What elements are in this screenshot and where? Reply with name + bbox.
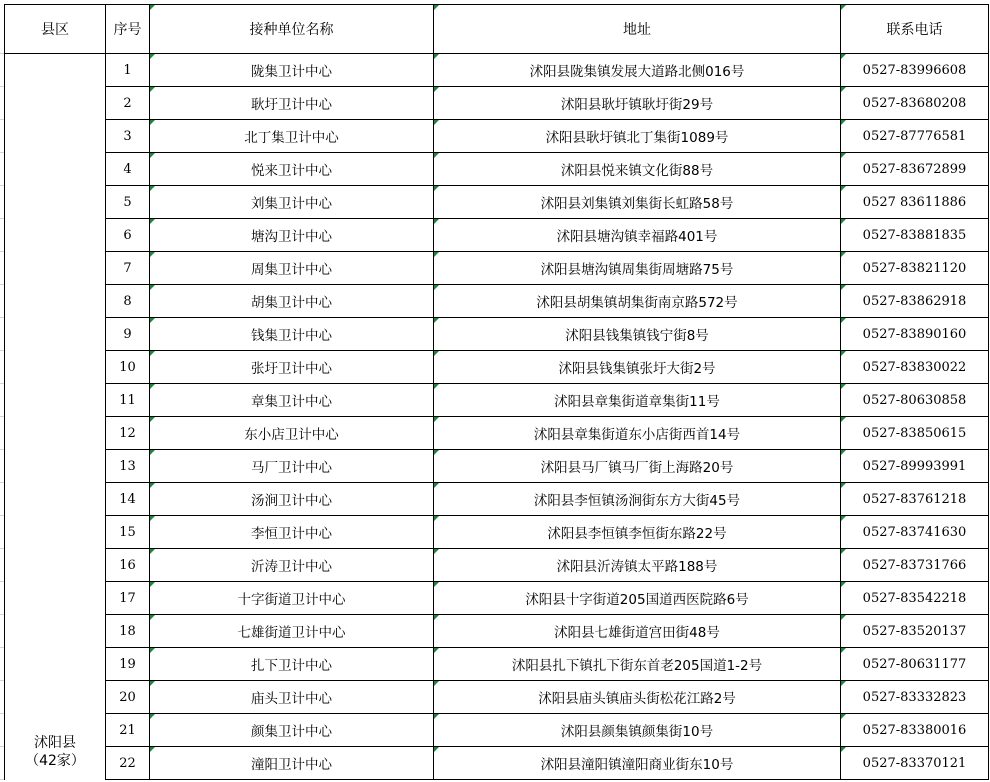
comment-marker-icon bbox=[150, 615, 155, 620]
comment-marker-icon bbox=[434, 5, 439, 10]
gridline bbox=[0, 350, 4, 351]
comment-marker-icon bbox=[434, 186, 439, 191]
comment-marker-icon bbox=[434, 384, 439, 389]
comment-marker-icon bbox=[434, 87, 439, 92]
comment-marker-icon bbox=[841, 681, 846, 686]
phone-cell[interactable]: 0527 83611886 bbox=[841, 186, 989, 219]
comment-marker-icon bbox=[434, 285, 439, 290]
table-row bbox=[5, 615, 989, 648]
comment-marker-icon bbox=[150, 54, 155, 59]
comment-marker-icon bbox=[841, 582, 846, 587]
comment-marker-icon bbox=[841, 252, 846, 257]
address-cell[interactable]: 沭阳县潼阳镇潼阳商业街东10号 bbox=[434, 747, 841, 780]
comment-marker-icon bbox=[150, 516, 155, 521]
unit-name-cell[interactable]: 汤涧卫计中心 bbox=[150, 483, 434, 516]
unit-name-cell[interactable]: 胡集卫计中心 bbox=[150, 285, 434, 318]
comment-marker-icon bbox=[150, 186, 155, 191]
gridline bbox=[0, 284, 4, 285]
header-address[interactable]: 地址 bbox=[434, 5, 841, 54]
unit-name-cell[interactable]: 李恒卫计中心 bbox=[150, 516, 434, 549]
address-cell[interactable]: 沭阳县章集街道东小店街西首14号 bbox=[434, 417, 841, 450]
index-cell[interactable]: 19 bbox=[106, 648, 150, 681]
address-cell[interactable]: 沭阳县庙头镇庙头街松花江路2号 bbox=[434, 681, 841, 714]
gridline bbox=[0, 86, 4, 87]
unit-name-cell[interactable]: 马厂卫计中心 bbox=[150, 450, 434, 483]
comment-marker-icon bbox=[841, 648, 846, 653]
unit-name-cell[interactable]: 东小店卫计中心 bbox=[150, 417, 434, 450]
phone-cell[interactable]: 0527-83996608 bbox=[841, 54, 989, 87]
header-row bbox=[5, 5, 989, 54]
gridline bbox=[0, 185, 4, 186]
index-cell[interactable]: 2 bbox=[106, 87, 150, 120]
address-cell[interactable]: 沭阳县沂涛镇太平路188号 bbox=[434, 549, 841, 582]
comment-marker-icon bbox=[434, 615, 439, 620]
phone-cell[interactable]: 0527-83672899 bbox=[841, 153, 989, 186]
table-row bbox=[5, 87, 989, 120]
phone-cell[interactable]: 0527-83731766 bbox=[841, 549, 989, 582]
unit-name-cell[interactable]: 悦来卫计中心 bbox=[150, 153, 434, 186]
unit-name-cell[interactable]: 沂涛卫计中心 bbox=[150, 549, 434, 582]
comment-marker-icon bbox=[150, 219, 155, 224]
comment-marker-icon bbox=[434, 153, 439, 158]
phone-cell[interactable]: 0527-83890160 bbox=[841, 318, 989, 351]
table-row bbox=[5, 648, 989, 681]
address-cell[interactable]: 沭阳县陇集镇发展大道路北侧016号 bbox=[434, 54, 841, 87]
comment-marker-icon bbox=[841, 186, 846, 191]
gridline bbox=[0, 713, 4, 714]
table-body bbox=[5, 54, 989, 780]
comment-marker-icon bbox=[434, 351, 439, 356]
gridline bbox=[0, 152, 4, 153]
phone-cell[interactable]: 0527-83741630 bbox=[841, 516, 989, 549]
table-row bbox=[5, 219, 989, 252]
phone-cell[interactable]: 0527-83850615 bbox=[841, 417, 989, 450]
comment-marker-icon bbox=[434, 747, 439, 752]
table-row bbox=[5, 54, 989, 87]
index-cell[interactable]: 5 bbox=[106, 186, 150, 219]
index-cell[interactable]: 4 bbox=[106, 153, 150, 186]
comment-marker-icon bbox=[150, 681, 155, 686]
gridline bbox=[0, 416, 4, 417]
index-cell[interactable]: 1 bbox=[106, 54, 150, 87]
phone-cell[interactable]: 0527-83332823 bbox=[841, 681, 989, 714]
gridline bbox=[0, 746, 4, 747]
address-cell[interactable]: 沭阳县七雄街道宫田街48号 bbox=[434, 615, 841, 648]
gridline bbox=[0, 482, 4, 483]
header-county[interactable]: 县区 bbox=[5, 5, 106, 54]
phone-cell[interactable]: 0527-83542218 bbox=[841, 582, 989, 615]
comment-marker-icon bbox=[841, 120, 846, 125]
unit-name-cell[interactable]: 周集卫计中心 bbox=[150, 252, 434, 285]
table-row bbox=[5, 417, 989, 450]
index-cell[interactable]: 6 bbox=[106, 219, 150, 252]
index-cell[interactable]: 3 bbox=[106, 120, 150, 153]
index-cell[interactable]: 15 bbox=[106, 516, 150, 549]
table-row bbox=[5, 483, 989, 516]
table-row bbox=[5, 582, 989, 615]
phone-cell[interactable]: 0527-83862918 bbox=[841, 285, 989, 318]
county-count: （42家） bbox=[25, 752, 85, 769]
comment-marker-icon bbox=[434, 483, 439, 488]
header-index[interactable]: 序号 bbox=[106, 5, 150, 54]
unit-name-cell[interactable]: 耿圩卫计中心 bbox=[150, 87, 434, 120]
index-cell[interactable]: 20 bbox=[106, 681, 150, 714]
address-cell[interactable]: 沭阳县钱集镇钱宁街8号 bbox=[434, 318, 841, 351]
comment-marker-icon bbox=[841, 351, 846, 356]
gridline bbox=[0, 119, 4, 120]
comment-marker-icon bbox=[841, 5, 846, 10]
header-unit-name[interactable]: 接种单位名称 bbox=[150, 5, 434, 54]
table-row bbox=[5, 549, 989, 582]
gridline bbox=[0, 581, 4, 582]
comment-marker-icon bbox=[434, 219, 439, 224]
comment-marker-icon bbox=[150, 351, 155, 356]
index-cell[interactable]: 10 bbox=[106, 351, 150, 384]
comment-marker-icon bbox=[841, 54, 846, 59]
unit-name-cell[interactable]: 刘集卫计中心 bbox=[150, 186, 434, 219]
table-row bbox=[5, 285, 989, 318]
comment-marker-icon bbox=[841, 747, 846, 752]
comment-marker-icon bbox=[434, 648, 439, 653]
address-cell[interactable]: 沭阳县十字街道205国道西医院路6号 bbox=[434, 582, 841, 615]
table-row bbox=[5, 450, 989, 483]
comment-marker-icon bbox=[434, 417, 439, 422]
phone-cell[interactable]: 0527-83821120 bbox=[841, 252, 989, 285]
comment-marker-icon bbox=[841, 285, 846, 290]
comment-marker-icon bbox=[150, 318, 155, 323]
address-cell[interactable]: 沭阳县章集街道章集街11号 bbox=[434, 384, 841, 417]
address-cell[interactable]: 沭阳县塘沟镇幸福路401号 bbox=[434, 219, 841, 252]
comment-marker-icon bbox=[841, 549, 846, 554]
index-cell[interactable]: 7 bbox=[106, 252, 150, 285]
address-cell[interactable]: 沭阳县塘沟镇周集街周塘路75号 bbox=[434, 252, 841, 285]
address-cell[interactable]: 沭阳县李恒镇李恒街东路22号 bbox=[434, 516, 841, 549]
comment-marker-icon bbox=[150, 285, 155, 290]
gridline bbox=[0, 647, 4, 648]
comment-marker-icon bbox=[150, 153, 155, 158]
comment-marker-icon bbox=[434, 681, 439, 686]
unit-name-cell[interactable]: 扎下卫计中心 bbox=[150, 648, 434, 681]
unit-name-cell[interactable]: 陇集卫计中心 bbox=[150, 54, 434, 87]
address-cell[interactable]: 沭阳县耿圩镇耿圩街29号 bbox=[434, 87, 841, 120]
comment-marker-icon bbox=[150, 714, 155, 719]
table-row bbox=[5, 252, 989, 285]
unit-name-cell[interactable]: 钱集卫计中心 bbox=[150, 318, 434, 351]
comment-marker-icon bbox=[434, 549, 439, 554]
comment-marker-icon bbox=[434, 252, 439, 257]
phone-cell[interactable]: 0527-83370121 bbox=[841, 747, 989, 780]
comment-marker-icon bbox=[434, 120, 439, 125]
comment-marker-icon bbox=[150, 120, 155, 125]
unit-name-cell[interactable]: 十字街道卫计中心 bbox=[150, 582, 434, 615]
index-cell[interactable]: 12 bbox=[106, 417, 150, 450]
comment-marker-icon bbox=[841, 615, 846, 620]
phone-cell[interactable]: 0527-87776581 bbox=[841, 120, 989, 153]
index-cell[interactable]: 21 bbox=[106, 714, 150, 747]
comment-marker-icon bbox=[841, 714, 846, 719]
address-cell[interactable]: 沭阳县马厂镇马厂街上海路20号 bbox=[434, 450, 841, 483]
comment-marker-icon bbox=[841, 318, 846, 323]
address-cell[interactable]: 沭阳县胡集镇胡集街南京路572号 bbox=[434, 285, 841, 318]
gridline bbox=[0, 779, 4, 780]
comment-marker-icon bbox=[150, 483, 155, 488]
table-row bbox=[5, 714, 989, 747]
comment-marker-icon bbox=[841, 516, 846, 521]
comment-marker-icon bbox=[150, 417, 155, 422]
comment-marker-icon bbox=[150, 582, 155, 587]
comment-marker-icon bbox=[150, 648, 155, 653]
address-cell[interactable]: 沭阳县扎下镇扎下街东首老205国道1-2号 bbox=[434, 648, 841, 681]
index-cell[interactable]: 17 bbox=[106, 582, 150, 615]
index-cell[interactable]: 8 bbox=[106, 285, 150, 318]
phone-cell[interactable]: 0527-83761218 bbox=[841, 483, 989, 516]
phone-cell[interactable]: 0527-83881835 bbox=[841, 219, 989, 252]
comment-marker-icon bbox=[434, 714, 439, 719]
comment-marker-icon bbox=[434, 516, 439, 521]
comment-marker-icon bbox=[150, 252, 155, 257]
unit-name-cell[interactable]: 七雄街道卫计中心 bbox=[150, 615, 434, 648]
comment-marker-icon bbox=[841, 87, 846, 92]
gridline bbox=[0, 680, 4, 681]
gridline bbox=[0, 53, 4, 54]
table-row bbox=[5, 120, 989, 153]
gridline bbox=[0, 251, 4, 252]
gridline bbox=[0, 218, 4, 219]
address-cell[interactable]: 沭阳县耿圩镇北丁集街1089号 bbox=[434, 120, 841, 153]
comment-marker-icon bbox=[150, 87, 155, 92]
table-row bbox=[5, 384, 989, 417]
index-cell[interactable]: 11 bbox=[106, 384, 150, 417]
table-row bbox=[5, 318, 989, 351]
vaccination-units-table bbox=[4, 4, 989, 780]
table-row bbox=[5, 186, 989, 219]
unit-name-cell[interactable]: 颜集卫计中心 bbox=[150, 714, 434, 747]
gridline bbox=[0, 383, 4, 384]
phone-cell[interactable]: 0527-83520137 bbox=[841, 615, 989, 648]
table-row bbox=[5, 681, 989, 714]
comment-marker-icon bbox=[841, 450, 846, 455]
address-cell[interactable]: 沭阳县刘集镇刘集街长虹路58号 bbox=[434, 186, 841, 219]
comment-marker-icon bbox=[434, 450, 439, 455]
comment-marker-icon bbox=[150, 549, 155, 554]
address-cell[interactable]: 沭阳县悦来镇文化街88号 bbox=[434, 153, 841, 186]
comment-marker-icon bbox=[150, 5, 155, 10]
index-cell[interactable]: 14 bbox=[106, 483, 150, 516]
gridline bbox=[0, 449, 4, 450]
index-cell[interactable]: 22 bbox=[106, 747, 150, 780]
comment-marker-icon bbox=[150, 450, 155, 455]
phone-cell[interactable]: 0527-80631177 bbox=[841, 648, 989, 681]
county-cell[interactable] bbox=[5, 54, 106, 780]
table-row bbox=[5, 351, 989, 384]
unit-name-cell[interactable]: 张圩卫计中心 bbox=[150, 351, 434, 384]
unit-name-cell[interactable]: 庙头卫计中心 bbox=[150, 681, 434, 714]
address-cell[interactable]: 沭阳县钱集镇张圩大街2号 bbox=[434, 351, 841, 384]
table-row bbox=[5, 516, 989, 549]
comment-marker-icon bbox=[841, 153, 846, 158]
gridline bbox=[0, 614, 4, 615]
phone-cell[interactable]: 0527-89993991 bbox=[841, 450, 989, 483]
gridline bbox=[0, 515, 4, 516]
unit-name-cell[interactable]: 潼阳卫计中心 bbox=[150, 747, 434, 780]
comment-marker-icon bbox=[434, 318, 439, 323]
comment-marker-icon bbox=[841, 483, 846, 488]
gridline bbox=[0, 548, 4, 549]
phone-cell[interactable]: 0527-80630858 bbox=[841, 384, 989, 417]
unit-name-cell[interactable]: 塘沟卫计中心 bbox=[150, 219, 434, 252]
index-cell[interactable]: 18 bbox=[106, 615, 150, 648]
phone-cell[interactable]: 0527-83680208 bbox=[841, 87, 989, 120]
table-row bbox=[5, 153, 989, 186]
comment-marker-icon bbox=[434, 54, 439, 59]
address-cell[interactable]: 沭阳县李恒镇汤涧街东方大街45号 bbox=[434, 483, 841, 516]
county-name: 沭阳县 bbox=[34, 734, 76, 751]
comment-marker-icon bbox=[841, 417, 846, 422]
index-cell[interactable]: 16 bbox=[106, 549, 150, 582]
index-cell[interactable]: 9 bbox=[106, 318, 150, 351]
unit-name-cell[interactable]: 章集卫计中心 bbox=[150, 384, 434, 417]
unit-name-cell[interactable]: 北丁集卫计中心 bbox=[150, 120, 434, 153]
phone-cell[interactable]: 0527-83380016 bbox=[841, 714, 989, 747]
header-phone[interactable]: 联系电话 bbox=[841, 5, 989, 54]
address-cell[interactable]: 沭阳县颜集镇颜集街10号 bbox=[434, 714, 841, 747]
comment-marker-icon bbox=[841, 219, 846, 224]
comment-marker-icon bbox=[434, 582, 439, 587]
table-row bbox=[5, 747, 989, 780]
comment-marker-icon bbox=[150, 747, 155, 752]
gridline bbox=[0, 317, 4, 318]
comment-marker-icon bbox=[841, 384, 846, 389]
comment-marker-icon bbox=[150, 384, 155, 389]
index-cell[interactable]: 13 bbox=[106, 450, 150, 483]
phone-cell[interactable]: 0527-83830022 bbox=[841, 351, 989, 384]
